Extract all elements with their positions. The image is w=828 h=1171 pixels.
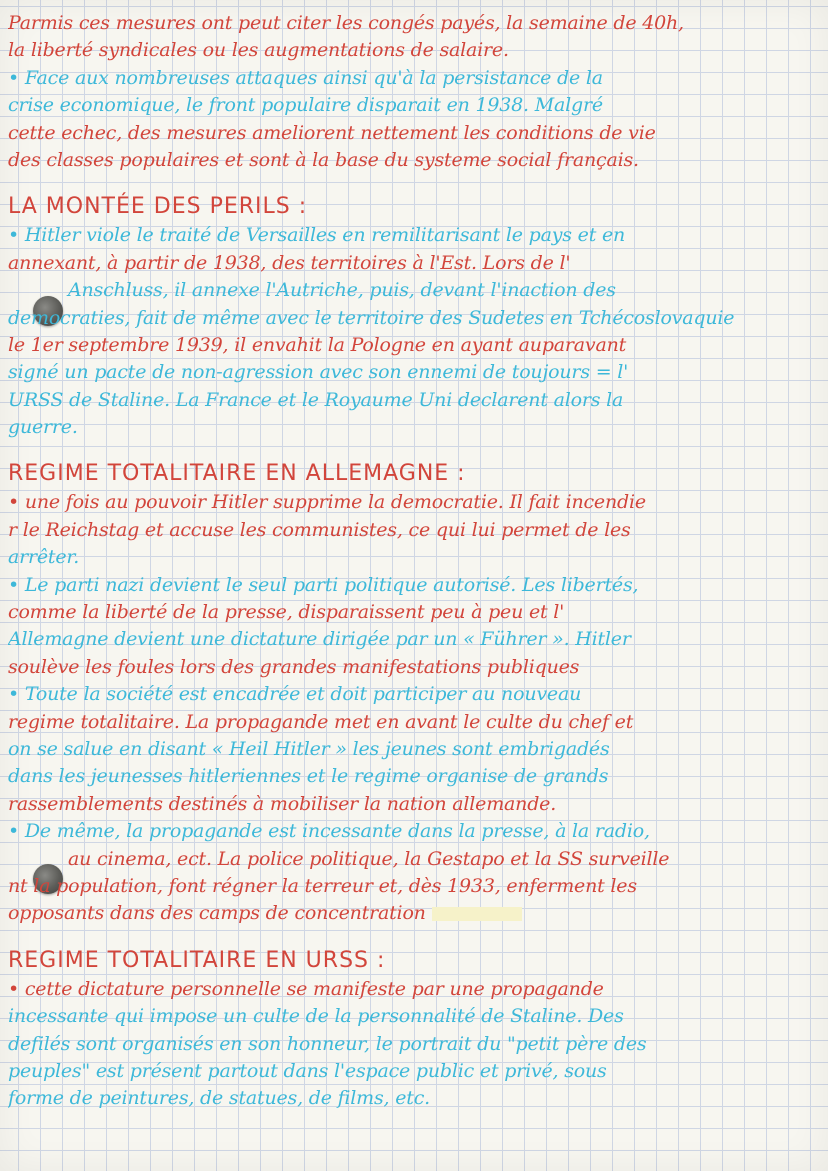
handwritten-line [8,763,808,790]
section-regime-urss [8,946,808,1113]
handwritten-line [8,305,808,332]
section-montee-des-perils [8,192,808,441]
handwritten-line [8,599,808,626]
line-text: • Hitler viole le traité de Versailles en remilitarisant le pays et en [8,224,626,247]
line-text: URSS de Staline. La France et le Royaume Uni declarent alors la [8,388,624,411]
handwritten-line [8,1058,808,1085]
line-text: annexant, à partir de 1938, des territoires à l'Est. Lors de l' [8,251,571,274]
handwritten-line [8,277,808,304]
handwritten-line [8,736,808,763]
handwritten-line [8,654,808,681]
handwritten-line [8,222,808,249]
line-text: • Le parti nazi devient le seul parti politique autorisé. Les libertés, [8,573,639,596]
handwritten-line [8,1031,808,1058]
handwritten-line [8,414,808,441]
highlighter-mark [432,907,522,921]
handwritten-line [8,846,808,873]
handwritten-line [8,1085,808,1112]
handwritten-line [8,976,808,1003]
handwritten-line [8,489,808,516]
section-regime-allemagne [8,459,808,927]
handwritten-line [8,120,808,147]
handwritten-line [8,709,808,736]
line-text: nt la population, font régner la terreur et, dès 1933, enferment les [8,874,637,897]
handwritten-line [8,544,808,571]
line-text: dans les jeunesses hitleriennes et le regime organise de grands [8,765,609,788]
line-text: cette echec, des mesures ameliorent nettement les conditions de vie [8,121,656,144]
line-text: • une fois au pouvoir Hitler supprime la democratie. Il fait incendie [8,491,646,514]
handwritten-line [8,92,808,119]
line-text: crise economique, le front populaire disparait en 1938. Malgré [8,94,603,117]
line-text: incessante qui impose un culte de la personnalité de Staline. Des [8,1005,624,1028]
line-text: defilés sont organisés en son honneur, le portrait du "petit père des [8,1032,647,1055]
section-heading: REGIME TOTALITAIRE EN URSS : [8,947,386,973]
handwritten-line [8,250,808,277]
line-text: arrêter. [8,546,80,569]
line-text: Anschluss, il annexe l'Autriche, puis, devant l'inaction des [68,279,616,302]
handwritten-line [8,387,808,414]
handwritten-line [8,791,808,818]
line-text: Parmis ces mesures ont peut citer les congés payés, la semaine de 40h, [8,12,684,34]
section-heading: REGIME TOTALITAIRE EN ALLEMAGNE : [8,461,466,487]
handwritten-notes [8,10,808,1113]
handwritten-line [8,818,808,845]
handwritten-line [8,10,808,37]
line-text: le 1er septembre 1939, il envahit la Pologne en ayant auparavant [8,333,627,356]
handwritten-line [8,1003,808,1030]
line-text: guerre. [8,416,78,439]
line-text: forme de peintures, de statues, de films, etc. [8,1087,430,1110]
handwritten-line [8,65,808,92]
line-text: opposants dans des camps de concentration [8,902,426,925]
line-text: • Toute la société est encadrée et doit participer au nouveau [8,683,582,706]
handwritten-line [8,900,808,927]
section-heading: LA MONTÉE DES PERILS : [8,194,308,220]
line-text: soulève les foules lors des grandes manifestations publiques [8,655,580,678]
line-text: la liberté syndicales ou les augmentations de salaire. [8,39,509,62]
line-text: • cette dictature personnelle se manifeste par une propagande [8,977,604,1000]
handwritten-line [8,147,808,174]
line-text: r le Reichstag et accuse les communistes, ce qui lui permet de les [8,518,631,541]
line-text: on se salue en disant « Heil Hitler » les jeunes sont embrigadés [8,737,610,760]
line-text: peuples" est présent partout dans l'espace public et privé, sous [8,1059,607,1082]
handwritten-line [8,359,808,386]
handwritten-line [8,681,808,708]
line-text: • De même, la propagande est incessante dans la presse, à la radio, [8,820,650,843]
line-text: au cinema, ect. La police politique, la Gestapo et la SS surveille [68,847,670,870]
line-text: rassemblements destinés à mobiliser la nation allemande. [8,792,557,815]
intro-paragraph [8,10,808,174]
handwritten-line [8,332,808,359]
line-text: comme la liberté de la presse, disparaissent peu à peu et l' [8,601,565,624]
handwritten-line [8,572,808,599]
line-text: regime totalitaire. La propagande met en avant le culte du chef et [8,710,634,733]
handwritten-line [8,873,808,900]
line-text: • Face aux nombreuses attaques ainsi qu'à la persistance de la [8,66,603,89]
handwritten-line [8,626,808,653]
line-text: democraties, fait de même avec le territoire des Sudetes en Tchécoslovaquie [8,306,735,329]
line-text: Allemagne devient une dictature dirigée par un « Führer ». Hitler [8,628,631,651]
handwritten-line [8,37,808,64]
line-text: des classes populaires et sont à la base du systeme social français. [8,148,639,171]
handwritten-line [8,517,808,544]
line-text: signé un pacte de non-agression avec son ennemi de toujours = l' [8,361,629,384]
